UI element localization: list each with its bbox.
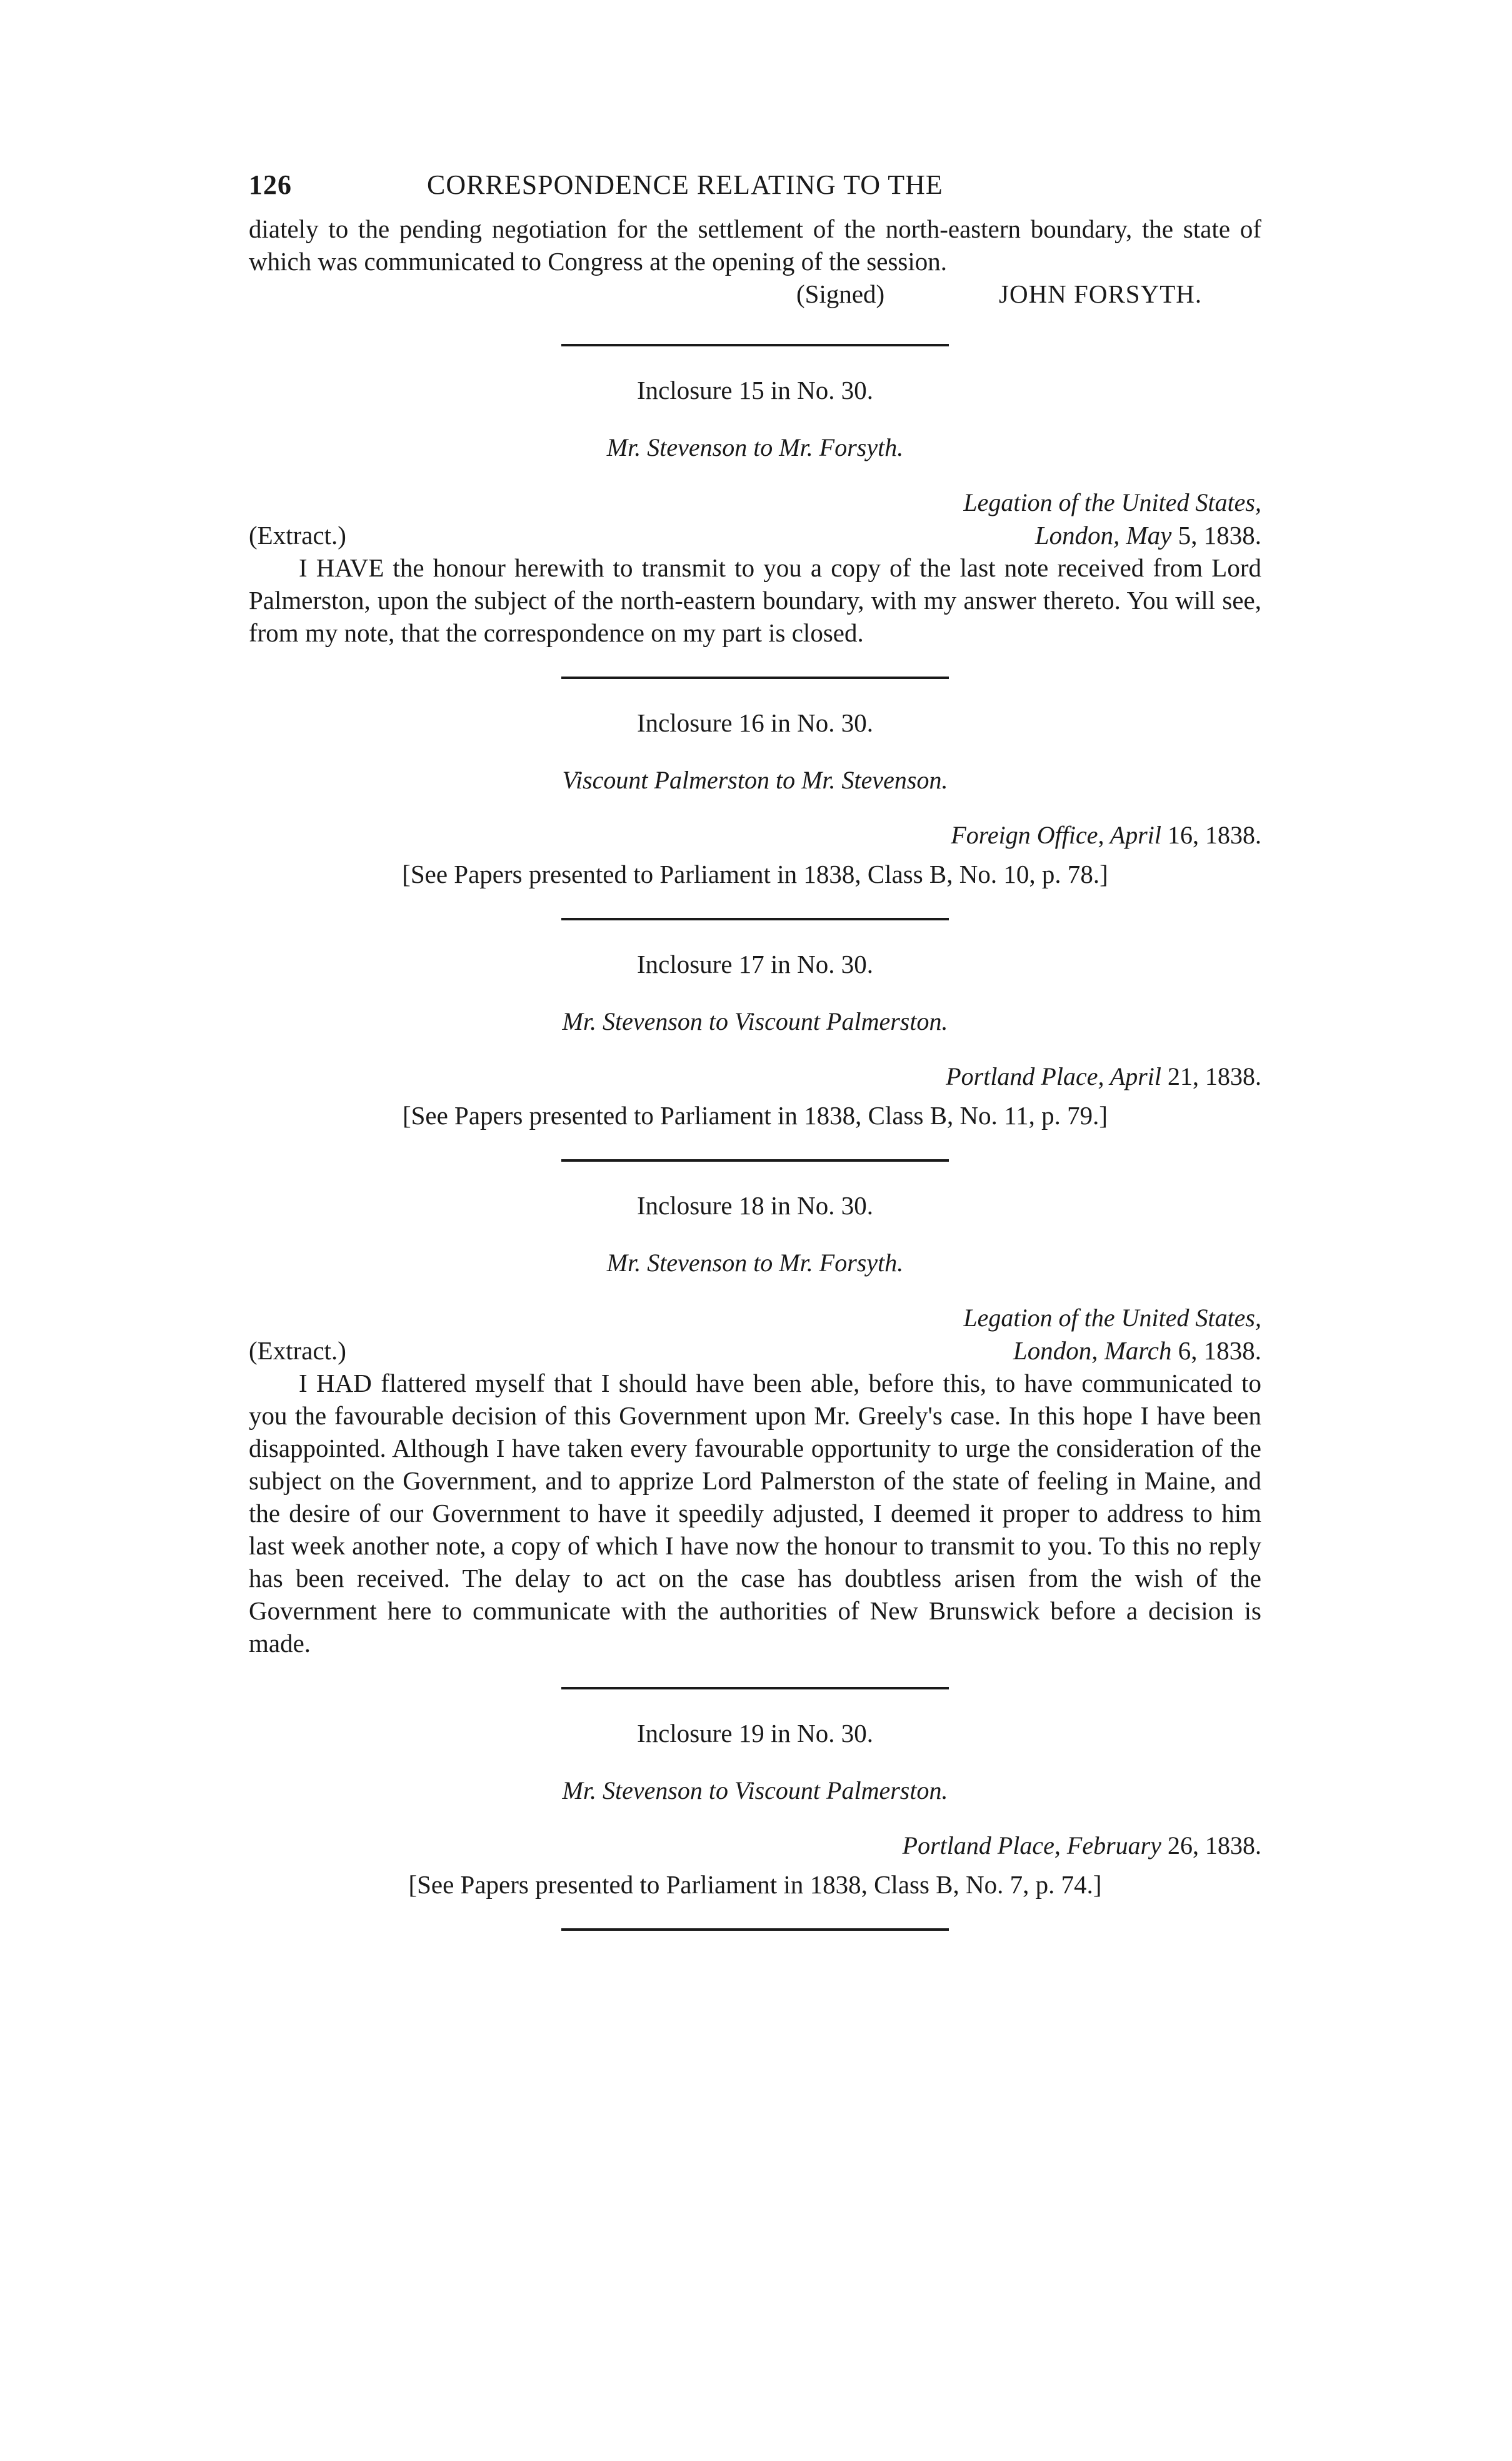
dateline-day-year: 16, 1838.	[1168, 821, 1261, 849]
extract-row	[249, 519, 1261, 551]
running-title: CORRESPONDENCE RELATING TO THE	[427, 169, 943, 200]
inclosure-title: Inclosure 15 in No. 30.	[636, 376, 874, 405]
inclosure-19	[249, 1717, 1261, 1901]
dateline-place: Portland Place, April	[946, 1062, 1168, 1090]
dateline-date	[1035, 519, 1261, 551]
letter-heading: Mr. Stevenson to Viscount Palmerston.	[562, 1776, 948, 1804]
signed-label: (Signed)	[796, 279, 885, 308]
section-divider	[561, 1159, 949, 1162]
letter-heading: Mr. Stevenson to Mr. Forsyth.	[606, 1249, 904, 1277]
dateline-day-year: 5, 1838.	[1178, 521, 1261, 550]
letter-heading: Mr. Stevenson to Mr. Forsyth.	[606, 433, 904, 461]
dateline	[249, 1060, 1261, 1093]
letter-heading: Viscount Palmerston to Mr. Stevenson.	[562, 766, 948, 794]
section-divider	[561, 1928, 949, 1931]
parliament-reference: [See Papers presented to Parliament in 1838, Class B, No. 11, p. 79.]	[402, 1101, 1108, 1130]
dateline-place: Foreign Office, April	[951, 821, 1168, 849]
letter-body: I HAVE the honour herewith to transmit to you a copy of the last note received from Lord Palmerston, upon the subject of the north-eastern boundary, with my answer thereto. You will see, from my note, that the correspondence on my part is closed.	[249, 553, 1261, 647]
section-divider	[561, 344, 949, 346]
section-divider	[561, 677, 949, 679]
parliament-reference: [See Papers presented to Parliament in 1838, Class B, No. 7, p. 74.]	[408, 1870, 1102, 1899]
inclosure-17	[249, 948, 1261, 1132]
dateline	[249, 1829, 1261, 1862]
opening-paragraph: diately to the pending negotiation for the settlement of the north-eastern boundary, the state of which was communicated to Congress at the opening of the session.	[249, 214, 1261, 276]
letter-body: I HAD flattered myself that I should have been able, before this, to have communicated to you the favourable decision of this Government upon Mr. Greely's case. In this hope I have been disappointed. Although I have taken every favourable opportunity to urge the consideration of the subject on the Government, and to apprize Lord Palmerston of the state of feeling in Maine, and the desire of our Government to have it speedily adjusted, I deemed it proper to address to him last week another note, a copy of which I have now the honour to transmit to you. To this no reply has been received. The delay to act on the case has doubtless arisen from the wish of the Government here to communicate with the authorities of New Brunswick before a decision is made.	[249, 1369, 1261, 1658]
dateline-place: Portland Place, February	[902, 1831, 1168, 1860]
extract-label: (Extract.)	[249, 1336, 346, 1365]
inclosure-title: Inclosure 18 in No. 30.	[636, 1191, 874, 1220]
inclosure-title: Inclosure 16 in No. 30.	[636, 708, 874, 737]
inclosure-16	[249, 707, 1261, 890]
dateline-date	[1013, 1334, 1261, 1367]
dateline-place: Legation of the United States,	[963, 488, 1261, 516]
dateline-day-year: 21, 1838.	[1168, 1062, 1261, 1090]
section-divider	[561, 918, 949, 920]
extract-label: (Extract.)	[249, 521, 346, 550]
signer-name: JOHN FORSYTH.	[999, 279, 1203, 308]
letter-heading: Mr. Stevenson to Viscount Palmerston.	[562, 1007, 948, 1035]
dateline-day-year: 26, 1838.	[1168, 1831, 1261, 1860]
dateline-place: Legation of the United States,	[963, 1304, 1261, 1332]
section-divider	[561, 1687, 949, 1689]
document-page	[249, 169, 1261, 1958]
signature-line	[249, 279, 1261, 316]
running-head	[249, 169, 1261, 213]
inclosure-15	[249, 374, 1261, 649]
extract-row	[249, 1334, 1261, 1367]
dateline-city: London, May	[1034, 521, 1178, 550]
parliament-reference: [See Papers presented to Parliament in 1838, Class B, No. 10, p. 78.]	[402, 860, 1108, 888]
page-number: 126	[249, 169, 292, 200]
dateline-city: London, March	[1013, 1336, 1178, 1365]
inclosure-title: Inclosure 17 in No. 30.	[636, 950, 874, 979]
dateline-day-year: 6, 1838.	[1178, 1336, 1261, 1365]
inclosure-18	[249, 1189, 1261, 1659]
dateline	[249, 819, 1261, 852]
inclosure-title: Inclosure 19 in No. 30.	[636, 1719, 874, 1748]
